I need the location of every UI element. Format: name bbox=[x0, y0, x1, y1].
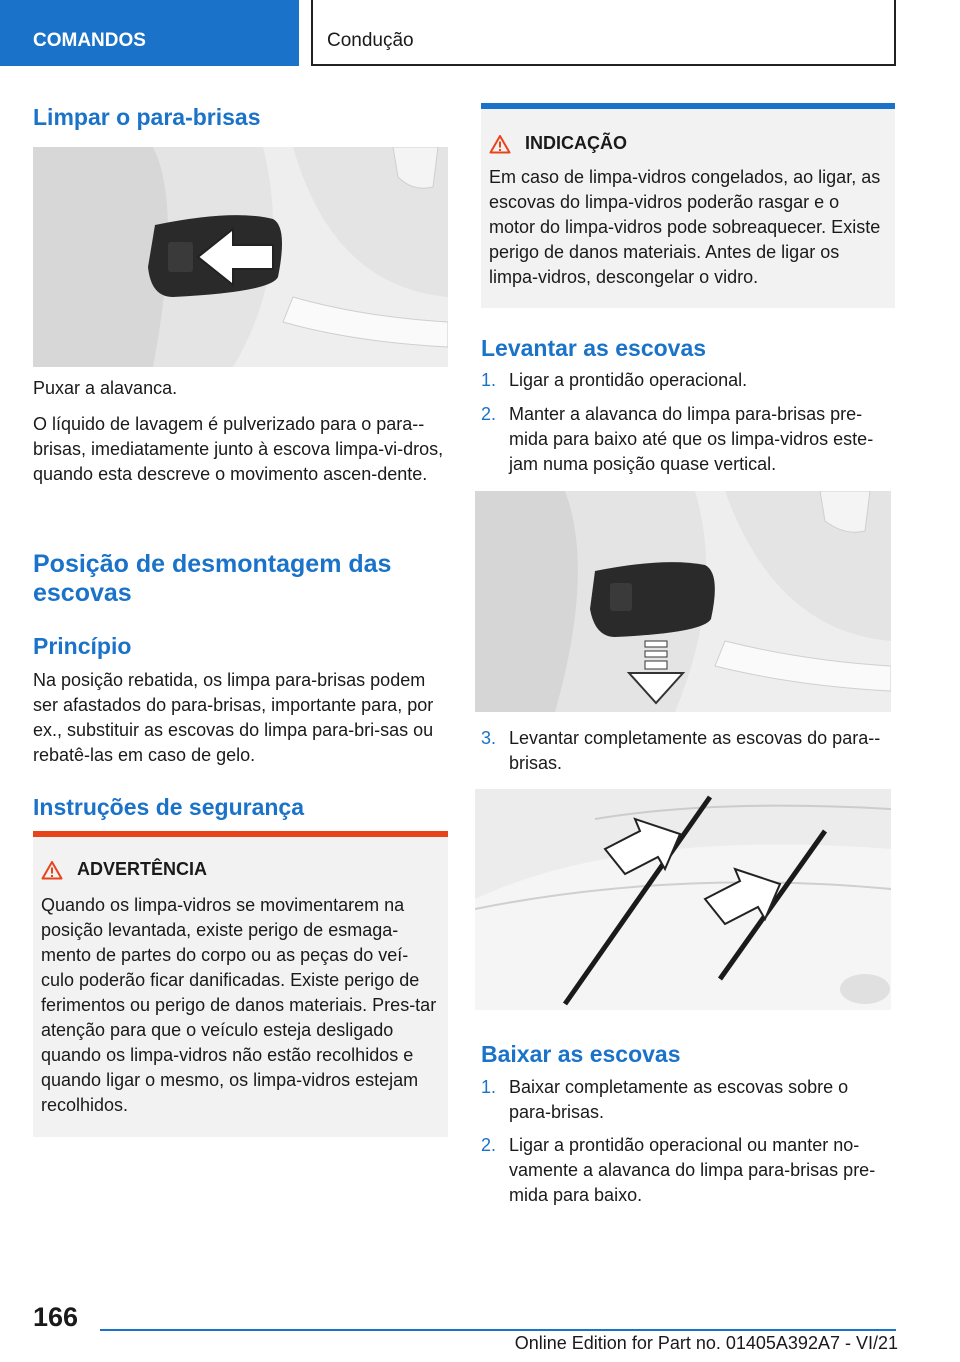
warning-box bbox=[33, 831, 448, 1137]
note-body: Em caso de limpa-vidros congelados, ao ligar, as escovas do limpa-vidros poderão rasgar e o motor do limpa-vidros pode sobreaquecer. Existe perigo de danos materiais. Antes de ligar os limpa-vidros, descongelar o vidro. bbox=[489, 167, 881, 287]
note-box bbox=[481, 103, 895, 308]
step-number: 1. bbox=[481, 1077, 497, 1097]
step-text: Baixar completamente as escovas sobre o para-brisas. bbox=[509, 1077, 849, 1122]
caution-icon bbox=[489, 134, 511, 154]
page-number: 166 bbox=[33, 1302, 79, 1332]
step-number: 2. bbox=[481, 404, 497, 424]
list-item bbox=[481, 726, 895, 776]
list-item bbox=[481, 402, 895, 477]
text-fluid-sprayed: O líquido de lavagem é pulverizado para o para--brisas, imediatamente junto à escova limpa-vi-dros, quando esta descreve o movimento ascen-dente. bbox=[33, 414, 444, 484]
note-heading bbox=[489, 133, 627, 154]
heading-raise-wipers: Levantar as escovas bbox=[481, 335, 707, 361]
list-item bbox=[481, 368, 895, 393]
edition-text: Online Edition for Part no. 01405A392A7 - VI/21 bbox=[514, 1333, 898, 1353]
step-text: Levantar completamente as escovas do para--brisas. bbox=[509, 728, 881, 773]
step-number: 1. bbox=[481, 370, 497, 390]
heading-lower-wipers: Baixar as escovas bbox=[481, 1041, 681, 1067]
note-title: INDICAÇÃO bbox=[525, 133, 627, 153]
list-item bbox=[481, 1075, 895, 1125]
list-item bbox=[481, 1133, 895, 1208]
text-principle: Na posição rebatida, os limpa para-brisas podem ser afastados do para-brisas, importante para, por ex., substituir as escovas do limpa para-bri-sas ou rebatê-las em caso de gelo. bbox=[33, 670, 434, 765]
warning-icon bbox=[41, 860, 63, 880]
subsection-tab: Condução bbox=[311, 0, 896, 66]
wipers-raised-illustration bbox=[475, 789, 891, 1010]
step-number: 3. bbox=[481, 728, 497, 748]
lever-pull-illustration bbox=[33, 147, 448, 367]
text-pull-lever: Puxar a alavanca. bbox=[33, 378, 178, 398]
warning-bar bbox=[33, 831, 448, 837]
step-text: Ligar a prontidão operacional. bbox=[509, 370, 748, 390]
warning-title: ADVERTÊNCIA bbox=[77, 859, 208, 879]
heading-clean-windshield: Limpar o para-brisas bbox=[33, 104, 261, 130]
heading-wiper-position: Posição de desmontagem das escovas bbox=[33, 550, 392, 607]
heading-principle: Princípio bbox=[33, 633, 132, 659]
step-text: Ligar a prontidão operacional ou manter no-vamente a alavanca do limpa para-brisas pre-mida para baixo. bbox=[509, 1135, 876, 1205]
note-bar bbox=[481, 103, 895, 109]
section-tab: COMANDOS bbox=[0, 0, 299, 66]
footer-divider bbox=[100, 1329, 896, 1331]
lever-down-illustration bbox=[475, 491, 891, 712]
step-number: 2. bbox=[481, 1135, 497, 1155]
warning-body: Quando os limpa-vidros se movimentarem na posição levantada, existe perigo de esmaga-mento de partes do corpo ou as peças do veí-culo poderão ficar danificadas. Existe perigo de ferimentos ou perigo de danos materiais. Pres-tar atenção para que o veículo esteja desligado quando os limpa-vidros não estão recolhidos e quando ligar o mesmo, os limpa-vidros estejam recolhidos. bbox=[41, 895, 437, 1115]
warning-heading bbox=[41, 859, 207, 880]
step-text: Manter a alavanca do limpa para-brisas pre-mida para baixo até que os limpa-vidros este-jam numa posição quase vertical. bbox=[509, 404, 874, 474]
heading-safety: Instruções de segurança bbox=[33, 794, 304, 820]
